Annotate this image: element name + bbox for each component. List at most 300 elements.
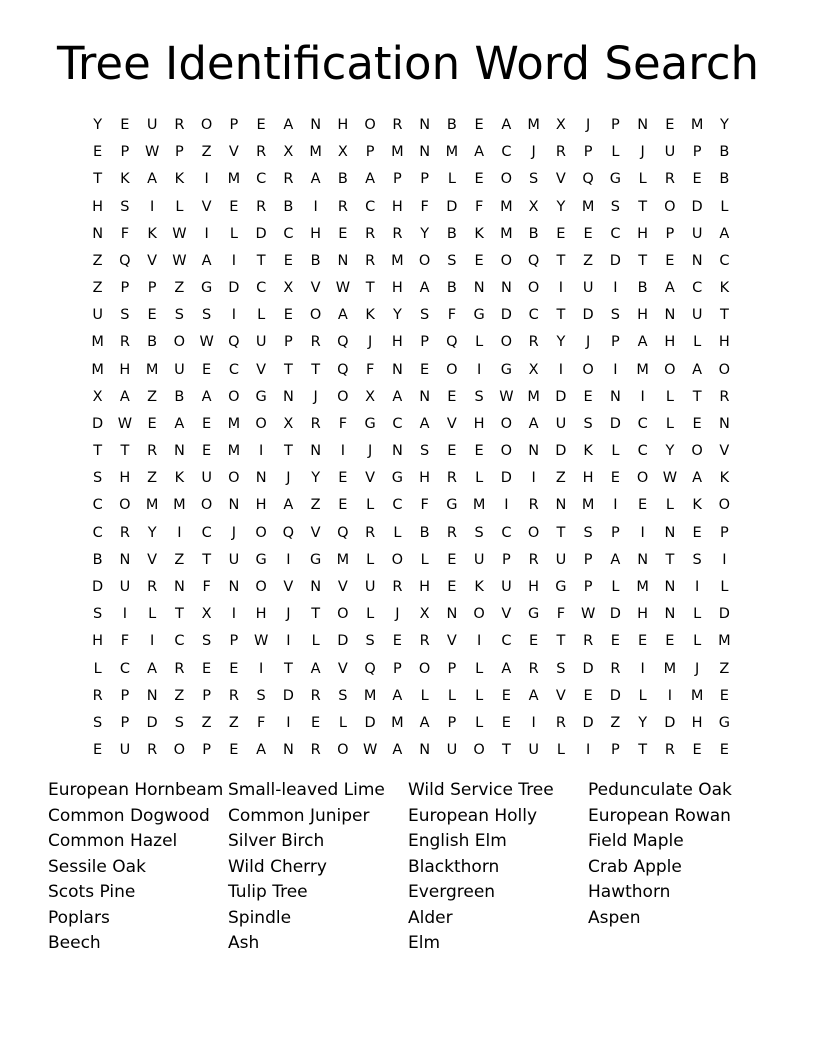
- grid-letter[interactable]: O: [473, 606, 485, 623]
- grid-letter[interactable]: E: [229, 198, 239, 215]
- grid-letter[interactable]: V: [555, 171, 566, 188]
- grid-letter[interactable]: E: [202, 443, 212, 460]
- grid-letter[interactable]: S: [365, 633, 375, 650]
- grid-letter[interactable]: P: [229, 633, 239, 650]
- grid-letter[interactable]: P: [120, 687, 130, 704]
- grid-letter[interactable]: Z: [92, 252, 103, 269]
- grid-letter[interactable]: R: [365, 524, 376, 541]
- grid-letter[interactable]: T: [93, 171, 103, 188]
- grid-letter[interactable]: Z: [201, 714, 212, 731]
- grid-letter[interactable]: K: [174, 171, 185, 188]
- grid-letter[interactable]: E: [719, 687, 729, 704]
- grid-letter[interactable]: B: [310, 252, 321, 269]
- grid-letter[interactable]: O: [337, 742, 349, 759]
- grid-letter[interactable]: G: [500, 361, 512, 378]
- grid-letter[interactable]: Z: [610, 714, 621, 731]
- grid-letter[interactable]: E: [229, 660, 239, 677]
- grid-letter[interactable]: G: [528, 606, 540, 623]
- grid-letter[interactable]: N: [637, 551, 649, 568]
- grid-letter[interactable]: M: [581, 198, 595, 215]
- grid-letter[interactable]: N: [119, 551, 131, 568]
- grid-letter[interactable]: F: [556, 606, 566, 623]
- grid-letter[interactable]: H: [473, 415, 485, 432]
- grid-letter[interactable]: J: [367, 443, 373, 460]
- grid-letter[interactable]: Q: [337, 361, 349, 378]
- grid-letter[interactable]: U: [146, 117, 158, 134]
- grid-letter[interactable]: C: [228, 361, 239, 378]
- grid-letter[interactable]: I: [177, 524, 182, 541]
- grid-letter[interactable]: U: [501, 579, 512, 595]
- grid-letter[interactable]: O: [446, 361, 458, 378]
- grid-letter[interactable]: I: [558, 361, 564, 378]
- grid-letter[interactable]: K: [719, 470, 730, 487]
- grid-letter[interactable]: B: [446, 117, 457, 134]
- grid-letter[interactable]: D: [664, 714, 676, 731]
- grid-letter[interactable]: W: [580, 606, 596, 623]
- grid-letter[interactable]: U: [555, 551, 567, 568]
- grid-letter[interactable]: R: [256, 198, 267, 215]
- grid-letter[interactable]: I: [613, 280, 618, 297]
- grid-letter[interactable]: H: [718, 334, 730, 351]
- grid-letter[interactable]: B: [92, 551, 103, 568]
- grid-letter[interactable]: G: [391, 470, 403, 487]
- grid-letter[interactable]: H: [391, 334, 403, 351]
- grid-letter[interactable]: L: [665, 497, 674, 514]
- grid-letter[interactable]: I: [286, 551, 291, 568]
- grid-letter[interactable]: O: [500, 334, 513, 351]
- grid-letter[interactable]: O: [500, 252, 513, 269]
- grid-letter[interactable]: F: [202, 579, 211, 595]
- grid-letter[interactable]: A: [637, 334, 648, 351]
- grid-letter[interactable]: C: [92, 497, 103, 514]
- grid-letter[interactable]: H: [119, 470, 131, 487]
- grid-letter[interactable]: J: [585, 117, 591, 134]
- grid-letter[interactable]: L: [420, 551, 429, 568]
- grid-letter[interactable]: M: [690, 687, 704, 704]
- grid-letter[interactable]: E: [665, 252, 675, 269]
- grid-letter[interactable]: R: [528, 551, 539, 568]
- grid-letter[interactable]: V: [501, 606, 512, 623]
- grid-letter[interactable]: R: [392, 579, 403, 595]
- grid-letter[interactable]: X: [92, 388, 103, 405]
- grid-letter[interactable]: T: [719, 307, 729, 324]
- grid-letter[interactable]: M: [500, 198, 513, 215]
- grid-letter[interactable]: A: [692, 470, 703, 487]
- grid-letter[interactable]: V: [337, 660, 348, 677]
- grid-letter[interactable]: F: [420, 198, 429, 215]
- grid-letter[interactable]: H: [637, 225, 649, 242]
- grid-letter[interactable]: T: [283, 361, 293, 378]
- grid-letter[interactable]: O: [255, 524, 267, 541]
- grid-letter[interactable]: O: [173, 742, 186, 759]
- grid-letter[interactable]: C: [501, 144, 512, 161]
- grid-letter[interactable]: O: [691, 443, 703, 460]
- grid-letter[interactable]: R: [119, 524, 130, 541]
- grid-letter[interactable]: A: [474, 144, 485, 161]
- grid-letter[interactable]: L: [638, 171, 647, 188]
- grid-letter[interactable]: L: [720, 198, 729, 215]
- grid-letter[interactable]: X: [528, 361, 539, 378]
- grid-letter[interactable]: N: [473, 280, 485, 297]
- grid-letter[interactable]: S: [529, 171, 539, 188]
- grid-letter[interactable]: K: [365, 307, 375, 324]
- grid-letter[interactable]: L: [257, 307, 266, 324]
- grid-letter[interactable]: C: [637, 443, 648, 460]
- grid-letter[interactable]: H: [92, 633, 104, 650]
- grid-letter[interactable]: P: [420, 171, 429, 188]
- grid-letter[interactable]: E: [692, 415, 702, 432]
- grid-letter[interactable]: N: [419, 117, 431, 134]
- grid-letter[interactable]: O: [364, 117, 376, 134]
- grid-letter[interactable]: Z: [174, 551, 185, 568]
- grid-letter[interactable]: N: [92, 225, 104, 242]
- grid-letter[interactable]: E: [501, 714, 511, 731]
- grid-letter[interactable]: G: [718, 714, 730, 731]
- grid-letter[interactable]: K: [174, 470, 185, 487]
- grid-letter[interactable]: Z: [310, 497, 321, 514]
- grid-letter[interactable]: S: [93, 606, 103, 623]
- grid-letter[interactable]: U: [664, 144, 676, 161]
- grid-letter[interactable]: J: [286, 606, 291, 623]
- grid-letter[interactable]: C: [392, 415, 403, 432]
- grid-letter[interactable]: M: [227, 171, 241, 188]
- grid-letter[interactable]: L: [93, 660, 102, 677]
- grid-letter[interactable]: I: [122, 606, 128, 623]
- grid-letter[interactable]: C: [283, 225, 294, 242]
- grid-letter[interactable]: N: [691, 252, 703, 269]
- grid-letter[interactable]: T: [174, 606, 184, 623]
- grid-letter[interactable]: I: [313, 198, 318, 215]
- grid-letter[interactable]: U: [228, 551, 240, 568]
- grid-letter[interactable]: Q: [446, 334, 458, 351]
- grid-letter[interactable]: B: [528, 225, 539, 242]
- grid-letter[interactable]: M: [445, 144, 459, 161]
- grid-letter[interactable]: B: [174, 388, 185, 405]
- grid-letter[interactable]: P: [120, 144, 130, 161]
- grid-letter[interactable]: H: [691, 714, 703, 731]
- grid-letter[interactable]: R: [392, 225, 403, 242]
- grid-letter[interactable]: L: [665, 388, 674, 405]
- grid-letter[interactable]: R: [583, 633, 594, 650]
- grid-letter[interactable]: R: [528, 660, 539, 677]
- grid-letter[interactable]: Q: [282, 524, 295, 541]
- grid-letter[interactable]: H: [391, 198, 403, 215]
- grid-letter[interactable]: U: [555, 415, 567, 432]
- grid-letter[interactable]: V: [256, 361, 267, 378]
- grid-letter[interactable]: S: [174, 307, 184, 324]
- grid-letter[interactable]: R: [365, 225, 376, 242]
- grid-letter[interactable]: Y: [392, 307, 402, 324]
- grid-letter[interactable]: E: [692, 524, 702, 541]
- grid-letter[interactable]: L: [148, 606, 157, 623]
- grid-letter[interactable]: C: [501, 524, 512, 541]
- grid-letter[interactable]: O: [500, 415, 513, 432]
- grid-letter[interactable]: K: [719, 280, 730, 297]
- grid-letter[interactable]: U: [691, 307, 703, 324]
- grid-letter[interactable]: O: [527, 524, 540, 541]
- grid-letter[interactable]: S: [583, 524, 593, 541]
- grid-letter[interactable]: D: [609, 252, 621, 269]
- grid-letter[interactable]: R: [174, 117, 185, 134]
- grid-letter[interactable]: F: [447, 307, 457, 324]
- grid-letter[interactable]: N: [391, 361, 403, 378]
- grid-letter[interactable]: T: [556, 252, 566, 269]
- grid-letter[interactable]: N: [173, 443, 185, 460]
- grid-letter[interactable]: W: [199, 334, 214, 351]
- grid-letter[interactable]: E: [338, 225, 348, 242]
- grid-letter[interactable]: S: [93, 470, 103, 487]
- grid-letter[interactable]: K: [474, 579, 484, 595]
- grid-letter[interactable]: S: [174, 714, 184, 731]
- grid-letter[interactable]: P: [611, 742, 620, 759]
- grid-letter[interactable]: P: [583, 579, 593, 595]
- grid-letter[interactable]: R: [446, 524, 457, 541]
- grid-letter[interactable]: N: [282, 388, 294, 405]
- grid-letter[interactable]: P: [665, 225, 675, 242]
- grid-letter[interactable]: D: [500, 307, 512, 324]
- grid-letter[interactable]: R: [719, 388, 730, 405]
- grid-letter[interactable]: V: [337, 579, 348, 595]
- grid-letter[interactable]: Y: [93, 117, 103, 134]
- grid-letter[interactable]: N: [637, 117, 649, 134]
- grid-letter[interactable]: M: [391, 144, 404, 161]
- grid-letter[interactable]: X: [283, 280, 294, 297]
- grid-letter[interactable]: E: [120, 117, 130, 134]
- grid-letter[interactable]: P: [502, 551, 511, 568]
- grid-letter[interactable]: O: [500, 171, 513, 188]
- grid-letter[interactable]: D: [92, 579, 104, 595]
- grid-letter[interactable]: A: [310, 660, 321, 677]
- grid-letter[interactable]: A: [119, 388, 130, 405]
- grid-letter[interactable]: P: [611, 524, 620, 541]
- grid-letter[interactable]: N: [146, 687, 158, 704]
- grid-letter[interactable]: R: [310, 334, 321, 351]
- grid-letter[interactable]: H: [92, 198, 104, 215]
- grid-letter[interactable]: R: [419, 633, 430, 650]
- grid-letter[interactable]: T: [283, 660, 293, 677]
- grid-letter[interactable]: L: [475, 687, 484, 704]
- grid-letter[interactable]: S: [93, 714, 103, 731]
- grid-letter[interactable]: W: [144, 144, 160, 161]
- grid-letter[interactable]: H: [255, 497, 267, 514]
- grid-letter[interactable]: G: [310, 551, 322, 568]
- grid-letter[interactable]: N: [255, 470, 267, 487]
- grid-letter[interactable]: B: [637, 280, 648, 297]
- grid-letter[interactable]: Z: [147, 388, 158, 405]
- grid-letter[interactable]: M: [227, 415, 241, 432]
- grid-letter[interactable]: I: [231, 606, 237, 623]
- grid-letter[interactable]: X: [201, 606, 212, 623]
- grid-letter[interactable]: F: [420, 497, 429, 514]
- grid-letter[interactable]: O: [255, 415, 267, 432]
- grid-letter[interactable]: M: [336, 551, 350, 568]
- grid-letter[interactable]: E: [93, 742, 103, 759]
- grid-letter[interactable]: I: [149, 633, 155, 650]
- grid-letter[interactable]: O: [228, 388, 240, 405]
- grid-letter[interactable]: D: [364, 714, 376, 731]
- grid-letter[interactable]: S: [610, 307, 620, 324]
- grid-letter[interactable]: L: [338, 714, 347, 731]
- grid-letter[interactable]: T: [556, 633, 566, 650]
- grid-letter[interactable]: Y: [311, 470, 321, 487]
- grid-letter[interactable]: R: [555, 144, 566, 161]
- grid-letter[interactable]: D: [500, 470, 512, 487]
- grid-letter[interactable]: M: [91, 334, 104, 351]
- grid-letter[interactable]: L: [393, 524, 402, 541]
- grid-letter[interactable]: R: [664, 742, 675, 759]
- grid-letter[interactable]: M: [636, 361, 649, 378]
- grid-letter[interactable]: I: [694, 579, 700, 595]
- grid-letter[interactable]: T: [120, 443, 130, 460]
- grid-letter[interactable]: L: [665, 415, 674, 432]
- grid-letter[interactable]: P: [365, 144, 375, 161]
- grid-letter[interactable]: U: [201, 470, 212, 487]
- grid-letter[interactable]: V: [147, 551, 158, 568]
- grid-letter[interactable]: E: [202, 361, 212, 378]
- grid-letter[interactable]: H: [637, 307, 649, 324]
- grid-letter[interactable]: L: [475, 334, 484, 351]
- grid-letter[interactable]: O: [391, 551, 404, 568]
- grid-letter[interactable]: B: [446, 225, 457, 242]
- grid-letter[interactable]: O: [173, 334, 186, 351]
- grid-letter[interactable]: E: [610, 633, 620, 650]
- grid-letter[interactable]: R: [147, 579, 158, 595]
- grid-letter[interactable]: E: [638, 497, 648, 514]
- grid-letter[interactable]: E: [256, 117, 266, 134]
- grid-letter[interactable]: E: [202, 660, 212, 677]
- grid-letter[interactable]: M: [472, 497, 486, 514]
- grid-letter[interactable]: Q: [119, 252, 131, 269]
- grid-letter[interactable]: O: [200, 117, 213, 134]
- grid-letter[interactable]: T: [692, 388, 702, 405]
- grid-letter[interactable]: V: [446, 415, 457, 432]
- grid-letter[interactable]: U: [174, 361, 185, 378]
- grid-letter[interactable]: M: [581, 497, 595, 514]
- grid-letter[interactable]: O: [337, 388, 349, 405]
- grid-letter[interactable]: A: [664, 280, 675, 297]
- grid-letter[interactable]: S: [583, 415, 593, 432]
- grid-letter[interactable]: C: [637, 415, 648, 432]
- grid-letter[interactable]: H: [637, 606, 649, 623]
- grid-letter[interactable]: I: [204, 171, 209, 188]
- grid-letter[interactable]: N: [310, 579, 322, 595]
- grid-letter[interactable]: E: [638, 633, 648, 650]
- grid-letter[interactable]: A: [174, 415, 185, 432]
- grid-letter[interactable]: T: [365, 280, 375, 297]
- grid-letter[interactable]: D: [718, 606, 730, 623]
- grid-letter[interactable]: Q: [364, 660, 376, 677]
- grid-letter[interactable]: V: [147, 252, 158, 269]
- grid-letter[interactable]: Y: [556, 334, 566, 351]
- grid-letter[interactable]: E: [283, 307, 293, 324]
- grid-letter[interactable]: J: [231, 524, 237, 541]
- grid-letter[interactable]: D: [282, 687, 294, 704]
- grid-letter[interactable]: Z: [201, 144, 212, 161]
- grid-letter[interactable]: T: [256, 252, 266, 269]
- grid-letter[interactable]: D: [582, 660, 594, 677]
- grid-letter[interactable]: E: [719, 742, 729, 759]
- grid-letter[interactable]: N: [664, 606, 676, 623]
- grid-letter[interactable]: P: [393, 660, 402, 677]
- grid-letter[interactable]: H: [391, 280, 403, 297]
- grid-letter[interactable]: L: [311, 633, 320, 650]
- grid-letter[interactable]: F: [256, 714, 266, 731]
- grid-letter[interactable]: B: [719, 144, 730, 161]
- grid-letter[interactable]: F: [338, 415, 348, 432]
- grid-letter[interactable]: E: [311, 714, 321, 731]
- grid-letter[interactable]: Q: [337, 524, 349, 541]
- grid-letter[interactable]: E: [556, 225, 566, 242]
- grid-letter[interactable]: M: [391, 714, 404, 731]
- grid-letter[interactable]: R: [228, 687, 239, 704]
- grid-letter[interactable]: E: [447, 579, 457, 595]
- grid-letter[interactable]: N: [528, 443, 540, 460]
- grid-letter[interactable]: N: [609, 388, 621, 405]
- grid-letter[interactable]: R: [174, 660, 185, 677]
- grid-letter[interactable]: N: [173, 579, 185, 595]
- grid-letter[interactable]: I: [667, 687, 673, 704]
- grid-letter[interactable]: V: [719, 443, 730, 460]
- grid-letter[interactable]: D: [337, 633, 349, 650]
- grid-letter[interactable]: I: [258, 443, 264, 460]
- grid-letter[interactable]: G: [364, 415, 376, 432]
- grid-letter[interactable]: E: [93, 144, 103, 161]
- grid-letter[interactable]: M: [227, 443, 241, 460]
- grid-letter[interactable]: C: [201, 524, 212, 541]
- grid-letter[interactable]: E: [474, 171, 484, 188]
- grid-letter[interactable]: R: [337, 198, 348, 215]
- grid-letter[interactable]: P: [583, 551, 593, 568]
- word-search-grid[interactable]: [84, 112, 738, 764]
- grid-letter[interactable]: O: [228, 470, 240, 487]
- grid-letter[interactable]: M: [145, 497, 159, 514]
- grid-letter[interactable]: D: [555, 388, 567, 405]
- grid-letter[interactable]: I: [204, 225, 209, 242]
- grid-letter[interactable]: A: [283, 497, 294, 514]
- grid-letter[interactable]: P: [611, 117, 620, 134]
- grid-letter[interactable]: G: [255, 551, 267, 568]
- grid-letter[interactable]: I: [231, 252, 237, 269]
- grid-letter[interactable]: W: [172, 252, 187, 269]
- grid-letter[interactable]: Y: [638, 714, 648, 731]
- grid-letter[interactable]: A: [392, 388, 403, 405]
- grid-letter[interactable]: T: [93, 443, 103, 460]
- grid-letter[interactable]: A: [147, 660, 158, 677]
- grid-letter[interactable]: O: [582, 361, 594, 378]
- grid-letter[interactable]: U: [446, 742, 458, 759]
- grid-letter[interactable]: N: [664, 579, 676, 595]
- grid-letter[interactable]: P: [447, 714, 457, 731]
- grid-letter[interactable]: U: [528, 742, 539, 759]
- grid-letter[interactable]: J: [694, 660, 700, 677]
- grid-letter[interactable]: L: [366, 606, 375, 623]
- grid-letter[interactable]: M: [527, 388, 540, 405]
- grid-letter[interactable]: C: [256, 171, 267, 188]
- grid-letter[interactable]: P: [720, 524, 729, 541]
- grid-letter[interactable]: V: [365, 470, 376, 487]
- grid-letter[interactable]: G: [473, 307, 485, 324]
- grid-letter[interactable]: H: [528, 579, 540, 595]
- grid-letter[interactable]: H: [337, 117, 349, 134]
- grid-letter[interactable]: Y: [719, 117, 729, 134]
- grid-letter[interactable]: I: [585, 742, 591, 759]
- grid-letter[interactable]: U: [255, 334, 267, 351]
- grid-letter[interactable]: L: [420, 687, 429, 704]
- grid-letter[interactable]: N: [337, 252, 349, 269]
- grid-letter[interactable]: A: [201, 252, 212, 269]
- grid-letter[interactable]: O: [200, 497, 213, 514]
- grid-letter[interactable]: A: [501, 117, 512, 134]
